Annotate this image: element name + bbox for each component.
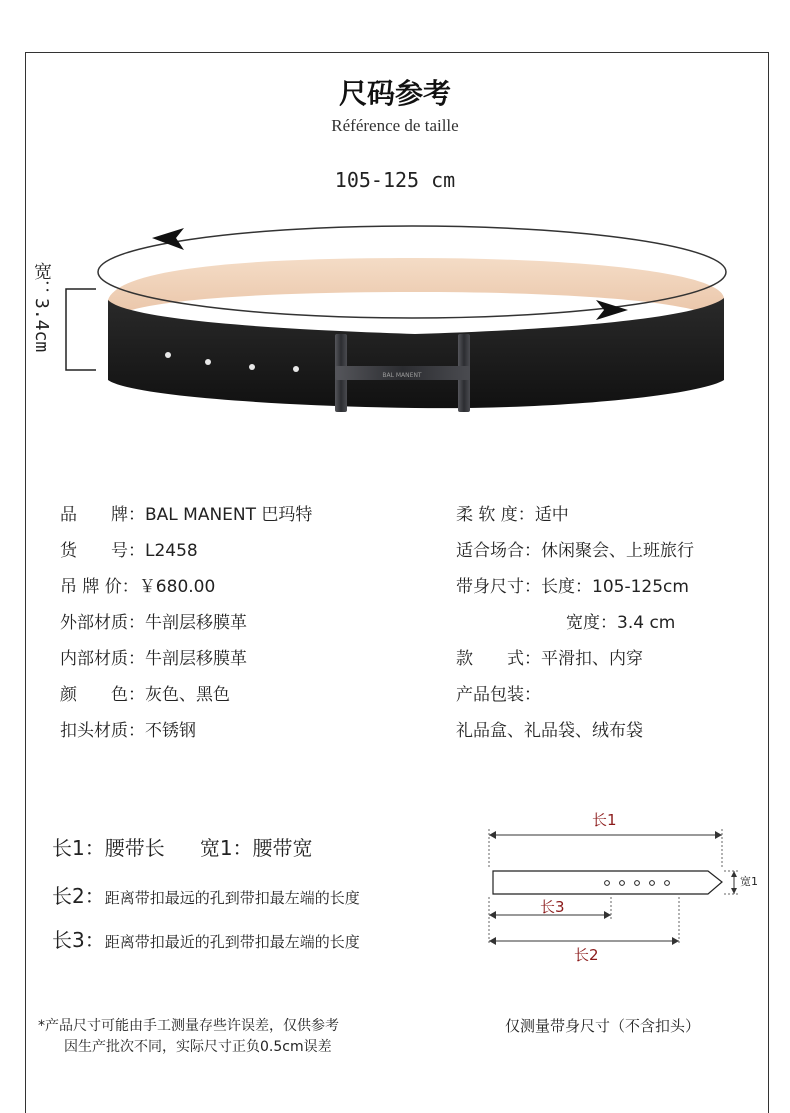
arrow-left-icon xyxy=(489,831,496,839)
spec-left-6: 扣头材质：不锈钢 xyxy=(60,721,196,741)
size-range: 105-125 cm xyxy=(334,168,456,192)
spec-right-2: 带身尺寸：长度：105-125cm xyxy=(456,577,689,597)
spec-left-4: 内部材质：牛剖层移膜革 xyxy=(60,649,247,669)
diagram-belt-strap xyxy=(493,871,722,894)
arrow-right-icon xyxy=(596,300,628,320)
legend-len2-key: 长2： xyxy=(52,884,105,908)
legend-line-1 xyxy=(52,832,313,861)
arrow-right-icon xyxy=(715,831,722,839)
page-title: 尺码参考 xyxy=(338,77,451,110)
belt-hole xyxy=(249,364,255,370)
measurement-diagram xyxy=(480,805,770,970)
page-subtitle: Référence de taille xyxy=(331,116,459,135)
buckle-text: BAL MANENT xyxy=(382,372,422,379)
spec-right-5: 产品包装： xyxy=(456,685,541,705)
legend-width1: 宽1：腰带宽 xyxy=(199,836,313,860)
arrow-down-icon xyxy=(731,888,737,894)
arrow-up-icon xyxy=(731,871,737,877)
arrow-left-icon xyxy=(489,937,496,945)
width-label: 宽：3.4cm xyxy=(31,262,52,353)
spec-left-3: 外部材质：牛剖层移膜革 xyxy=(60,613,247,633)
legend-len1: 长1：腰带长 xyxy=(52,836,165,860)
belt-hole xyxy=(293,366,299,372)
spec-right-1: 适合场合：休闲聚会、上班旅行 xyxy=(456,541,694,561)
legend-len3-key: 长3： xyxy=(52,928,105,952)
spec-left-1: 货 号：L2458 xyxy=(60,541,198,561)
spec-right-3: 宽度：3.4 cm xyxy=(566,613,676,633)
spec-right-6: 礼品盒、礼品袋、绒布袋 xyxy=(456,721,643,741)
diagram-len1-label: 长1 xyxy=(592,811,617,829)
arrow-right-icon xyxy=(604,911,611,919)
spec-left-0: 品 牌：BAL MANENT 巴玛特 xyxy=(60,505,313,525)
legend-len2-value: 距离带扣最远的孔到带扣最左端的长度 xyxy=(104,889,360,907)
diagram-caption: 仅测量带身尺寸（不含扣头） xyxy=(505,1017,701,1035)
belt-outer-body xyxy=(108,298,724,408)
legend-line-3 xyxy=(52,924,360,953)
spec-right-4: 款 式：平滑扣、内穿 xyxy=(456,649,643,669)
belt-hole xyxy=(165,352,171,358)
legend-line-2 xyxy=(52,880,360,909)
spec-right-0: 柔 软 度：适中 xyxy=(456,505,569,525)
width-bracket xyxy=(66,289,96,370)
note-line-1: *产品尺寸可能由手工测量存些许误差，仅供参考 xyxy=(38,1018,339,1034)
belt-illustration xyxy=(0,0,790,440)
belt-hole xyxy=(205,359,211,365)
arrow-left-icon xyxy=(489,911,496,919)
legend-len3-value: 距离带扣最近的孔到带扣最左端的长度 xyxy=(104,933,360,951)
arrow-right-icon xyxy=(672,937,679,945)
diagram-width1-label: 宽1 xyxy=(740,875,758,888)
diagram-len3-label: 长3 xyxy=(540,898,565,916)
arrow-left-icon xyxy=(152,228,184,250)
belt-inner-band xyxy=(108,258,724,322)
note-line-2: 因生产批次不同，实际尺寸正负0.5cm误差 xyxy=(64,1039,332,1055)
spec-left-5: 颜 色：灰色、黑色 xyxy=(60,685,230,705)
spec-left-2: 吊 牌 价：￥680.00 xyxy=(60,577,216,597)
diagram-len2-label: 长2 xyxy=(574,946,599,964)
